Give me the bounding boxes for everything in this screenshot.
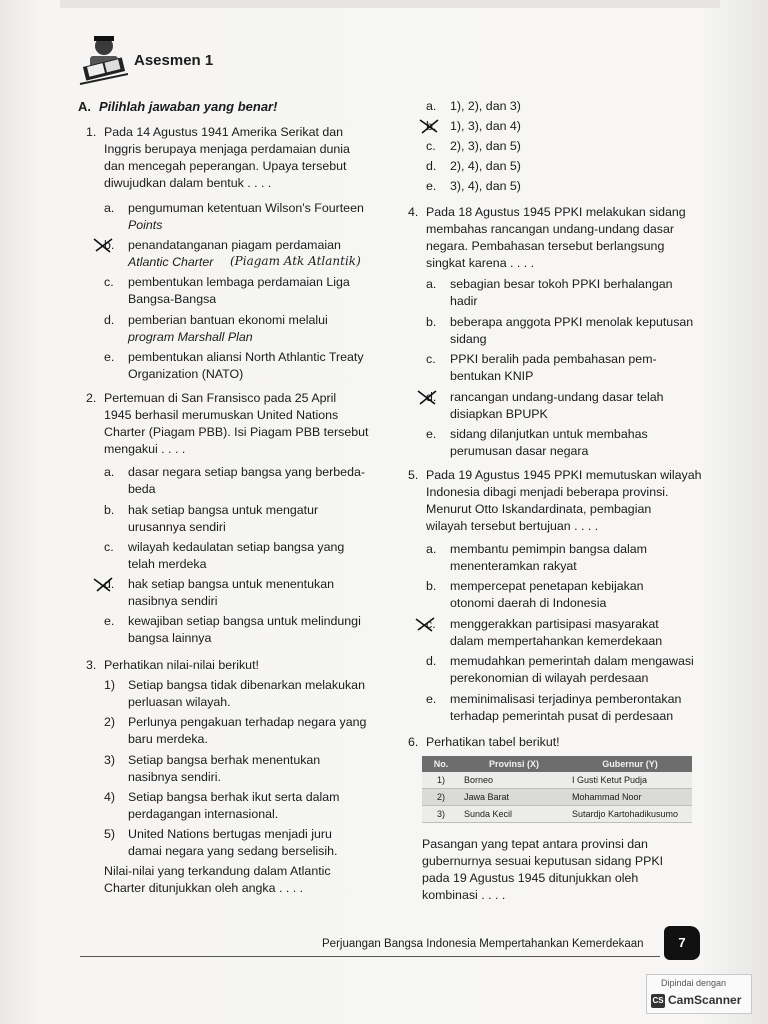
option-line: mempercepat penetapan kebijakan <box>450 579 644 593</box>
scan-top-strip <box>60 0 720 8</box>
option-line: PPKI beralih pada pembahasan pem- <box>450 352 657 366</box>
item-label: 2) <box>104 715 116 729</box>
closing-line: Charter ditunjukkan oleh angka . . . . <box>104 881 304 895</box>
question-line: dan mencegah peperangan. Upaya tersebut <box>104 159 347 173</box>
table-cell: Sunda Kecil <box>460 806 568 823</box>
option-label: a. <box>426 99 437 113</box>
option-line: urusannya sendiri <box>128 520 226 534</box>
option-text: 1), 3), dan 4) <box>450 119 521 133</box>
item-line: Setiap bangsa tidak dibenarkan melakukan <box>128 678 365 692</box>
option-line: pembentukan lembaga perdamaian Liga <box>128 275 350 289</box>
camscanner-icon: CS <box>651 994 665 1008</box>
option-line: hadir <box>450 294 478 308</box>
option-label: b. <box>426 119 437 133</box>
question-line: negara. Pembahasan tersebut berlangsung <box>426 239 665 253</box>
option-line: menggerakkan partisipasi masyarakat <box>450 617 659 631</box>
option-label: b. <box>104 503 115 517</box>
option-label: a. <box>426 277 437 291</box>
option-line: Atlantic Charter <box>128 255 214 269</box>
option-line: pemberian bantuan ekonomi melalui <box>128 313 328 327</box>
option-label: e. <box>426 692 437 706</box>
option-label: a. <box>104 201 115 215</box>
cross-mark-icon <box>92 237 114 253</box>
handwritten-note: (Piagam Atk Atlantik) <box>230 254 361 268</box>
section-instruction: Pilihlah jawaban yang benar! <box>99 99 278 114</box>
item-line: perluasan wilayah. <box>128 695 231 709</box>
option-line: sebagian besar tokoh PPKI berhalangan <box>450 277 673 291</box>
option-line: dalam mempertahankan kemerdekaan <box>450 634 663 648</box>
option-line: perekonomian di wilayah perdesaan <box>450 671 649 685</box>
option-line: rancangan undang-undang dasar telah <box>450 390 664 404</box>
q6-closing <box>422 836 712 904</box>
option-line: terhadap pemerintah pusat di perdesaan <box>450 709 674 723</box>
question-intro: Perhatikan nilai-nilai berikut! <box>104 658 259 672</box>
option-line: Organization (NATO) <box>128 367 244 381</box>
option-line: bentukan KNIP <box>450 369 534 383</box>
closing-line: Nilai-nilai yang terkandung dalam Atlantic <box>104 864 331 878</box>
scanner-watermark <box>646 974 752 1014</box>
closing-line: gubernurnya sesuai keputusan sidang PPKI <box>422 854 664 868</box>
option-label: e. <box>104 614 115 628</box>
item-line: Setiap bangsa berhak menentukan <box>128 753 321 767</box>
reading-student-icon <box>76 32 132 88</box>
option-label: d. <box>426 390 437 404</box>
question-number: 2. <box>86 391 97 405</box>
option-line: Points <box>128 218 163 232</box>
item-line: damai negara yang sedang berselisih. <box>128 844 338 858</box>
option-label: a. <box>104 465 115 479</box>
page-title: Asesmen 1 <box>134 52 214 69</box>
option-line: bangsa lainnya <box>128 631 212 645</box>
table-cell: Sutardjo Kartohadikusumo <box>568 806 692 823</box>
option-line: beda <box>128 482 156 496</box>
option-line: nasibnya sendiri <box>128 594 218 608</box>
section-heading <box>78 99 277 114</box>
table-header: No. <box>422 756 460 772</box>
question-line: Inggris berupaya menjaga perdamaian dunia <box>104 142 350 156</box>
option-line: kewajiban setiap bangsa untuk melindungi <box>128 614 361 628</box>
closing-line: pada 19 Agustus 1945 ditunjukkan oleh <box>422 871 639 885</box>
item-label: 4) <box>104 790 116 804</box>
question-line: Charter (Piagam PBB). Isi Piagam PBB tersebut <box>104 425 369 439</box>
table-cell: Mohammad Noor <box>568 789 692 806</box>
option-line: pengumuman ketentuan Wilson's Fourteen <box>128 201 364 215</box>
option-label: d. <box>104 313 115 327</box>
option-line: sidang dilanjutkan untuk membahas <box>450 427 648 441</box>
question-line: Pertemuan di San Fransisco pada 25 April <box>104 391 337 405</box>
option-label: d. <box>426 159 437 173</box>
table-header: Gubernur (Y) <box>568 756 692 772</box>
scanner-brand-row <box>651 993 741 1008</box>
option-label: c. <box>426 352 436 366</box>
footer-divider <box>80 956 660 957</box>
section-letter: A. <box>78 99 91 114</box>
option-label: c. <box>426 617 436 631</box>
option-line: membantu pemimpin bangsa dalam <box>450 542 647 556</box>
table-cell: 3) <box>422 806 460 823</box>
option-label: b. <box>104 238 115 252</box>
table-row <box>422 772 692 789</box>
option-label: e. <box>426 427 437 441</box>
item-line: Perlunya pengakuan terhadap negara yang <box>128 715 367 729</box>
question-line: Pada 14 Agustus 1941 Amerika Serikat dan <box>104 125 344 139</box>
question-line: 1945 berhasil merumuskan United Nations <box>104 408 339 422</box>
question-line: diwujudkan dalam bentuk . . . . <box>104 176 272 190</box>
option-text: 2), 4), dan 5) <box>450 159 521 173</box>
option-label: b. <box>426 579 437 593</box>
option-label: c. <box>104 540 114 554</box>
cross-mark-icon <box>416 389 438 405</box>
table-row <box>422 806 692 823</box>
option-label: a. <box>426 542 437 556</box>
option-label: d. <box>104 577 115 591</box>
option-line: beberapa anggota PPKI menolak keputusan <box>450 315 694 329</box>
item-line: baru merdeka. <box>128 732 208 746</box>
item-label: 5) <box>104 827 116 841</box>
cross-mark-icon <box>92 576 114 592</box>
option-line: hak setiap bangsa untuk menentukan <box>128 577 334 591</box>
table-cell: 1) <box>422 772 460 789</box>
question-number: 3. <box>86 658 97 672</box>
closing-line: Pasangan yang tepat antara provinsi dan <box>422 837 648 851</box>
question-line: wilayah tersebut bertujuan . . . . <box>426 519 599 533</box>
option-line: meminimalisasi terjadinya pemberontakan <box>450 692 682 706</box>
table-cell: Borneo <box>460 772 568 789</box>
q3-closing <box>104 863 394 897</box>
item-line: nasibnya sendiri. <box>128 770 221 784</box>
option-label: e. <box>426 179 437 193</box>
option-line: otonomi daerah di Indonesia <box>450 596 607 610</box>
question-number: 6. <box>408 735 419 749</box>
option-line: telah merdeka <box>128 557 207 571</box>
option-line: memudahkan pemerintah dalam mengawasi <box>450 654 694 668</box>
option-line: wilayah kedaulatan setiap bangsa yang <box>128 540 345 554</box>
option-line: disiapkan BPUPK <box>450 407 548 421</box>
question-line: singkat karena . . . . <box>426 256 535 270</box>
question-line: Pada 18 Agustus 1945 PPKI melakukan sidang <box>426 205 686 219</box>
question-number: 1. <box>86 125 97 139</box>
option-line: Bangsa-Bangsa <box>128 292 217 306</box>
option-label: d. <box>426 654 437 668</box>
table-header: Provinsi (X) <box>460 756 568 772</box>
item-label: 1) <box>104 678 116 692</box>
option-text: 3), 4), dan 5) <box>450 179 521 193</box>
option-label: c. <box>426 139 436 153</box>
item-line: perdagangan internasional. <box>128 807 279 821</box>
option-line: penandatanganan piagam perdamaian <box>128 238 341 252</box>
table-cell: 2) <box>422 789 460 806</box>
question-number: 4. <box>408 205 419 219</box>
option-text: 2), 3), dan 5) <box>450 139 521 153</box>
item-label: 3) <box>104 753 116 767</box>
cross-mark-icon <box>414 616 436 632</box>
table-cell: I Gusti Ketut Pudja <box>568 772 692 789</box>
option-label: e. <box>104 350 115 364</box>
table-cell: Jawa Barat <box>460 789 568 806</box>
question-intro: Perhatikan tabel berikut! <box>426 735 560 749</box>
option-line: perumusan dasar negara <box>450 444 589 458</box>
cross-mark-icon <box>418 118 440 134</box>
option-line: menenteramkan rakyat <box>450 559 577 573</box>
page-number: 7 <box>664 926 700 960</box>
option-line: hak setiap bangsa untuk mengatur <box>128 503 319 517</box>
item-line: United Nations bertugas menjadi juru <box>128 827 332 841</box>
option-line: program Marshall Plan <box>128 330 253 344</box>
scanner-caption: Dipindai dengan <box>661 978 727 988</box>
scanner-brand: CamScanner <box>668 993 742 1007</box>
option-label: b. <box>426 315 437 329</box>
table-row <box>422 789 692 806</box>
question-line: Menurut Otto Iskandardinata, pembagian <box>426 502 652 516</box>
question-line: mengakui . . . . <box>104 442 186 456</box>
option-line: dasar negara setiap bangsa yang berbeda- <box>128 465 365 479</box>
page-footer-title: Perjuangan Bangsa Indonesia Mempertahankan Kemerdekaan <box>322 938 644 950</box>
option-label: c. <box>104 275 114 289</box>
province-governor-table <box>422 756 692 823</box>
option-line: pembentukan aliansi North Athlantic Treaty <box>128 350 364 364</box>
option-text: 1), 2), dan 3) <box>450 99 521 113</box>
table-header-row <box>422 756 692 772</box>
question-line: Indonesia dibagi menjadi beberapa provinsi. <box>426 485 669 499</box>
item-line: Setiap bangsa berhak ikut serta dalam <box>128 790 340 804</box>
option-line: sidang <box>450 332 487 346</box>
closing-line: kombinasi . . . . <box>422 888 506 902</box>
question-number: 5. <box>408 468 419 482</box>
question-line: membahas rancangan undang-undang dasar <box>426 222 674 236</box>
question-line: Pada 19 Agustus 1945 PPKI memutuskan wilayah <box>426 468 702 482</box>
